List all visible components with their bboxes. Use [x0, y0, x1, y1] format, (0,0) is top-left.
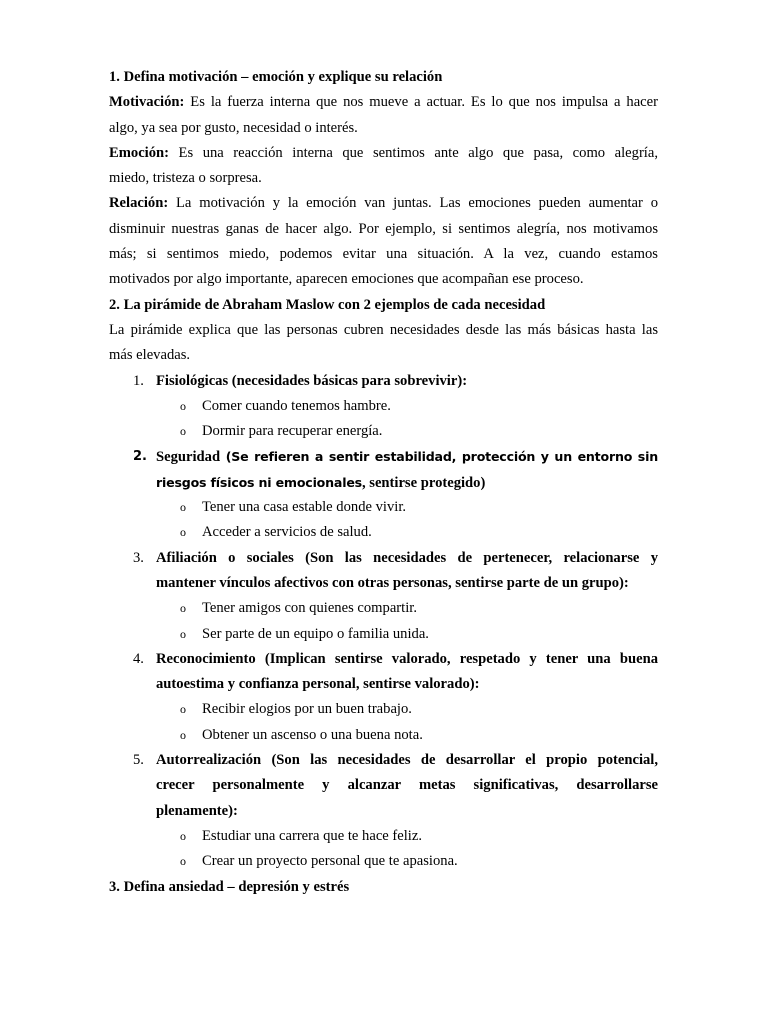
bullet-icon: o	[180, 727, 186, 742]
bullet-icon: o	[180, 424, 186, 439]
relacion-paragraph: Relación: La motivación y la emoción van juntas. Las emociones pueden aumentar o	[109, 195, 658, 212]
text-line: miedo, tristeza o sorpresa.	[109, 170, 262, 187]
sub-list-item: o Tener amigos con quienes compartir.	[109, 596, 658, 621]
sub-list-item: o Dormir para recuperar energía.	[109, 419, 658, 444]
sub-list-item: o Comer cuando tenemos hambre.	[109, 394, 658, 419]
text-line: motivados por algo importante, aparecen emociones que acompañan ese proceso.	[109, 271, 584, 288]
intro-paragraph: La pirámide explica que las personas cubren necesidades desde las más básicas hasta las	[109, 321, 658, 338]
bullet-icon: o	[180, 601, 186, 616]
motivacion-label: Motivación:	[109, 94, 185, 111]
list-item-continuation: plenamente):	[156, 802, 238, 819]
section-2-heading: 2. La pirámide de Abraham Maslow con 2 ejemplos de cada necesidad	[109, 296, 546, 313]
list-item-continuation: crecer personalmente y alcanzar metas significativas, desarrollarse	[156, 777, 658, 794]
relacion-label: Relación:	[109, 195, 169, 212]
list-number: 3.	[133, 549, 144, 566]
bullet-icon: o	[180, 500, 186, 515]
emocion-paragraph: Emoción: Es una reacción interna que sentimos ante algo que pasa, como alegría,	[109, 144, 658, 161]
list-number: 2.	[133, 449, 147, 465]
list-item-seguridad: 2. Seguridad (Se refieren a sentir estabilidad, protección y un entorno sin	[109, 444, 658, 469]
list-number: 1.	[133, 372, 144, 389]
bullet-icon: o	[180, 398, 186, 413]
list-item-fisiologicas: 1. Fisiológicas (necesidades básicas para sobrevivir):	[109, 369, 658, 394]
text-line: más; si sentimos miedo, podemos evitar una situación. A la vez, cuando estamos	[109, 246, 658, 263]
section-1-heading: 1. Defina motivación – emoción y explique su relación	[109, 69, 443, 85]
bullet-icon: o	[180, 525, 186, 540]
list-item-continuation: riesgos físicos ni emocionales, sentirse protegido)	[156, 474, 486, 491]
bullet-icon: o	[180, 702, 186, 717]
list-number: 5.	[133, 752, 144, 769]
sub-list-item: o Ser parte de un equipo o familia unida.	[109, 622, 658, 647]
text-line: más elevadas.	[109, 347, 191, 364]
list-item-continuation: mantener vínculos afectivos con otras personas, sentirse parte de un grupo):	[156, 574, 629, 591]
sub-list-item: o Recibir elogios por un buen trabajo.	[109, 697, 658, 722]
list-number: 4.	[133, 650, 144, 667]
text-line: disminuir nuestras ganas de hacer algo. Por ejemplo, si sentimos alegría, nos motivamos	[109, 220, 658, 237]
bullet-icon: o	[180, 626, 186, 641]
section-3-heading: 3. Defina ansiedad – depresión y estrés	[109, 878, 350, 895]
emocion-label: Emoción:	[109, 144, 169, 161]
list-item-reconocimiento: 4. Reconocimiento (Implican sentirse valorado, respetado y tener una buena	[109, 647, 658, 672]
sub-list-item: o Obtener un ascenso o una buena nota.	[109, 723, 658, 748]
text-line: algo, ya sea por gusto, necesidad o interés.	[109, 119, 358, 136]
sub-list-item: o Estudiar una carrera que te hace feliz.	[109, 824, 658, 849]
list-item-afiliacion: 3. Afiliación o sociales (Son las necesidades de pertenecer, relacionarse y	[109, 546, 658, 571]
sub-list-item: o Tener una casa estable donde vivir.	[109, 495, 658, 520]
sub-list-item: o Crear un proyecto personal que te apasiona.	[109, 849, 658, 874]
document-page	[109, 65, 658, 900]
motivacion-paragraph: Motivación: Es la fuerza interna que nos mueve a actuar. Es lo que nos impulsa a hacer	[109, 94, 658, 111]
sub-list-item: o Acceder a servicios de salud.	[109, 520, 658, 545]
bullet-icon: o	[180, 828, 186, 843]
list-item-autorrealizacion: 5. Autorrealización (Son las necesidades de desarrollar el propio potencial,	[109, 748, 658, 773]
list-item-continuation: autoestima y confianza personal, sentirse valorado):	[156, 676, 480, 693]
bullet-icon: o	[180, 854, 186, 869]
